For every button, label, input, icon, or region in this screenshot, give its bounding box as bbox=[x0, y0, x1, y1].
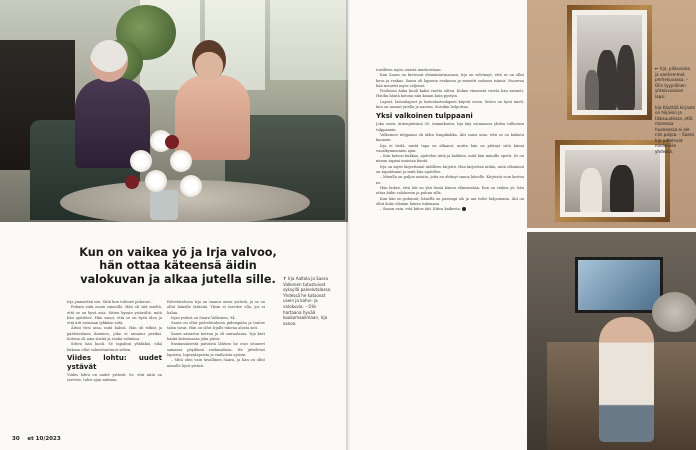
paragraph: Viides lohtu on uudet ystävät. Se, että niitä on tarvitse, tulee ajan mittaan. bbox=[67, 372, 162, 383]
paragraph: toisilleen myös omista murheistaan. bbox=[376, 68, 442, 72]
subheading: Yksi valkoinen tulppaani bbox=[376, 112, 473, 121]
main-photo-two-women bbox=[0, 0, 348, 222]
paragraph: Saara sairastui kerran ja oli sairaalassa. Irja kävi häntä katsomassa joka päivä. bbox=[167, 331, 265, 342]
paragraph: Irja ei tiedä, mistä tapa on alkanut, mutta hän on pitänyt siitä kiinni vuosikymmenien ajan. bbox=[376, 143, 524, 153]
person-background bbox=[652, 292, 696, 332]
television bbox=[575, 257, 663, 313]
article-column-right bbox=[376, 68, 524, 212]
paragraph: Saara on ollut palvelutalossa pidempään ja tuntee talon tavat. Hän on ollut Irjalle tukena alusta asti. bbox=[167, 321, 265, 331]
picture-frame bbox=[567, 5, 652, 120]
page-gutter bbox=[346, 0, 350, 450]
paragraph: Lapset, lastenlapset ja lastenlastenlapset käyvät usein. Sitten on hyvä mieli, kun on saanut jutella ja nauraa. Surukin helpottaa. bbox=[376, 99, 524, 110]
paragraph: Palvelutalossa Irja on saanut uusia ystäviä, ja se on ollut hänelle tärkeää. Yksin ei tarvitse olla, jos ei halua. bbox=[167, 300, 265, 315]
paragraph: Joka vuosi, äitienpäivänä 30. tammikuuta, Irja käy ostamassa yhden valkoisen tulppaanin. bbox=[376, 122, 524, 132]
caption-text: Irja Aaltola ja Saara Valkonen tutustuivat syksyllä palvelutalossa. Yhdessä he katsovat usein ja kahvi- ja valokuvia. – Olin hartaana hyvää kaukomaailmaan, Irja sanoo. bbox=[283, 276, 332, 326]
paragraph: Puolisoni Aaku kuoli kaksi vuotta sitten. Kolme viimeistä vuotta hän sairasti. Hoidin häntä kotona niin kauan kuin pystyin. bbox=[376, 89, 524, 99]
photo-tv-room bbox=[527, 232, 696, 450]
page-number: 30 bbox=[12, 436, 20, 442]
pull-quote: Kun on vaikea yö ja Irja valvoo, hän ottaa käteensä äidin valokuvan ja alkaa jutella sille. bbox=[79, 246, 277, 286]
paragraph: – Mitä olen vain tavallinen Saara, ja hän on ollut minulle hyvä ystävä. bbox=[167, 358, 265, 368]
woman-left-head bbox=[90, 40, 128, 82]
photo-caption bbox=[283, 276, 335, 326]
picture-frame bbox=[555, 140, 670, 222]
paragraph: Kun Saara on kertonut elämäntarinaansa, Irja on selvinnyt, että se on ollut kova ja raskas. Saara oli lapsena evakossa ja menetti sodassa isänsä. Nuorena hän menetti myös veljensä. bbox=[376, 73, 524, 88]
paragraph: Valkoinen tulppaani oli äidin lempikukka. Äiti sanoi aina, että se on kukista kaunein. bbox=[376, 132, 524, 143]
paragraph: Irja ymmärtää sen. Siitä kun tohtorit puhuvat... bbox=[67, 300, 154, 304]
window bbox=[270, 0, 348, 80]
article-column-2 bbox=[167, 300, 265, 369]
paragraph: Kun hän on puhunut, hänellä on parempi olo ja uni tulee helpommin. Äiti on ollut koko elämän hänen tukenaan. bbox=[376, 196, 524, 206]
closing-quote: – Sanon vain, että kiitos äiti. Kiitos kaikesta. bbox=[380, 207, 461, 212]
paragraph: Hän kokee, että äiti on yhä läsnä hänen elämässään. Kun on vaikea yö, hän ottaa äidin valokuvan ja puhuu sille. bbox=[376, 185, 524, 196]
paragraph: Puhuin siitä ensin vaimolle. Hän oli sitä mieltä, että se on hyvä asia. Sitten kysyin ystävältä, mitä hän ajattelee. Hän sanoi, että se on hyvä idea ja että äiti varmaan tykkäisi siitä. bbox=[67, 305, 162, 326]
caption-arrow-icon: ↑ bbox=[283, 276, 288, 281]
paragraph: Äitini tiesi aina, mitä halusi. Hän oli sitkeä ja päättäväinen ihminen, joka ei antanut periksi. Kotona oli aina siistiä ja ruoka valmiina. bbox=[67, 326, 162, 342]
paragraph: Ensimmäisestä päivästä lähtien he ovat istuneet samassa pöydässä ruokasalissa. He juttelevat lapsista, lapsenlapsista ja vanhoista ajoista. bbox=[167, 342, 265, 357]
caption-arrow-icon: ← bbox=[655, 66, 660, 71]
paragraph: Sitten hän kuoli. Se tapahtui yhtäkkiä, eikä kukaan ollut valmistautunut siihen. bbox=[67, 342, 162, 352]
paragraph: Irjan ystävä on Saara Valkonen, 94. bbox=[171, 315, 236, 320]
woman-standing bbox=[599, 317, 654, 442]
magazine-issue: et 10/2023 bbox=[27, 436, 61, 442]
woman-right-head bbox=[192, 40, 226, 80]
end-mark-icon bbox=[462, 207, 466, 211]
paragraph: – Minulla on paljon asioita, joita en ehtinyt sanoa hänelle. Kirjeissä voin kertoa ne. bbox=[376, 175, 524, 185]
page-folio bbox=[12, 436, 61, 442]
caption-text: Irja, pikkusisko ja vanhemmat perhekuvassa. – Olin tyypillinen yhteisvuosien lapsi. bbox=[655, 66, 691, 99]
paragraph: Irja on myös kirjoittanut äidilleen kirjeitä. Hän kirjoittaa niihin, mitä elämässä on tapahtunut ja mitä hän ajattelee. bbox=[376, 164, 524, 175]
white-roses-bouquet bbox=[120, 120, 210, 210]
paragraph: – Kun katson kukkaa, ajattelen äitiä ja kaikkea, mitä hän minulle opetti. Se on minun tapani muistaa häntä. bbox=[376, 154, 524, 164]
paragraph bbox=[376, 207, 524, 212]
photo-caption bbox=[655, 66, 695, 154]
subheading: Viides lohtu: uudet ystävät bbox=[67, 353, 162, 371]
caption-text: Irja Käyttää kirjasto on hiljaisin ja tilaisuudessa, että monessa huoneessa ei ole niin paljoa. – Saara Irja juttelevat mielellään yhdessä. bbox=[655, 104, 695, 154]
article-column-1 bbox=[67, 300, 162, 384]
